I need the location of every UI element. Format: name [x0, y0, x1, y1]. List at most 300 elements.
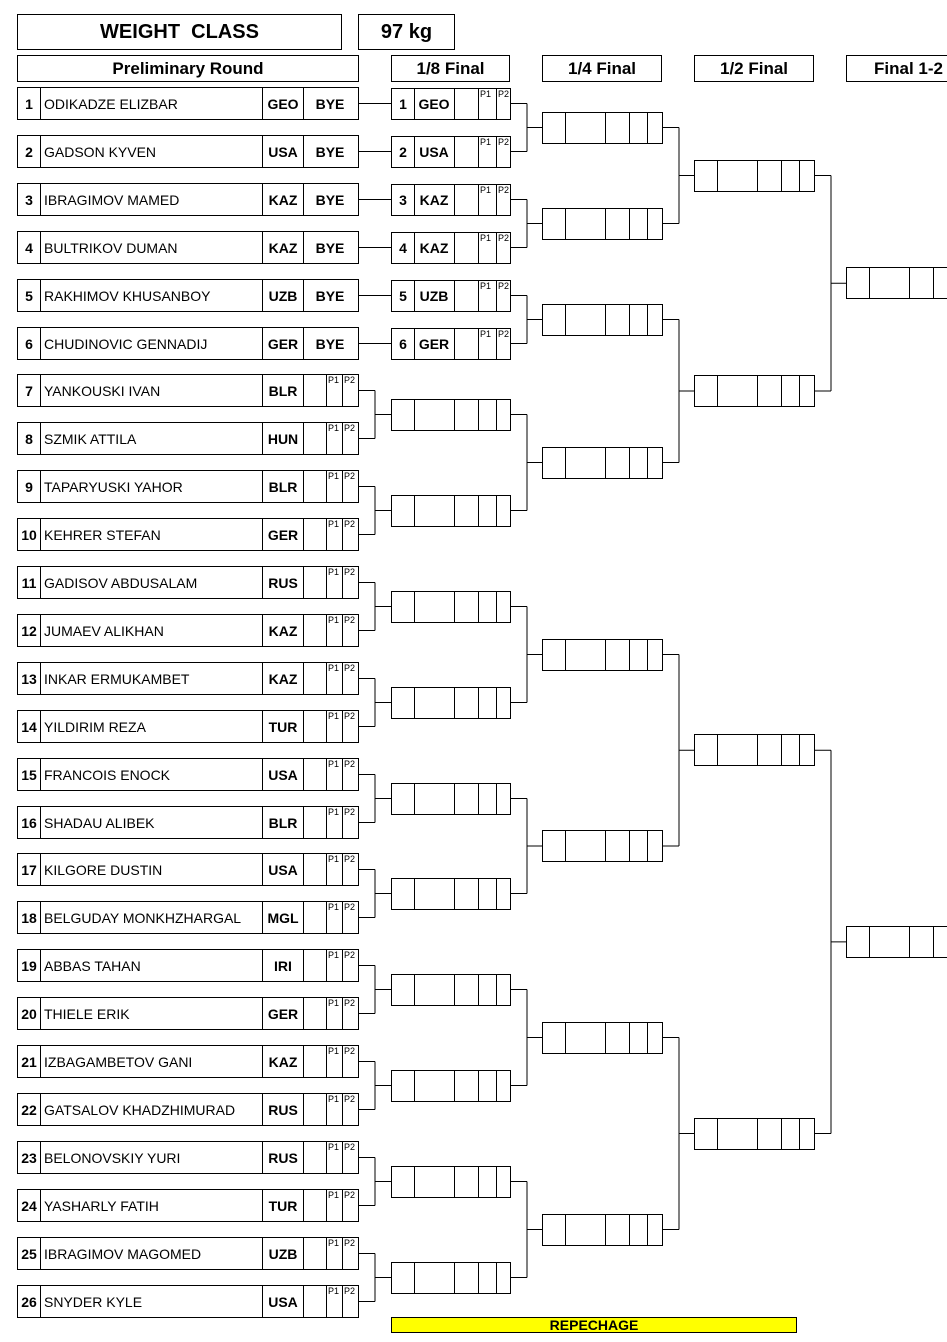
athlete-name: FRANCOIS ENOCK: [44, 766, 171, 783]
eighth-final-slot: [391, 974, 511, 1006]
p1-label: P1: [328, 807, 340, 817]
score-cell-p2[interactable]: [342, 950, 358, 981]
cell-divider: [414, 975, 415, 1005]
cell-divider: [565, 1023, 566, 1053]
p2-label: P2: [498, 329, 510, 339]
score-cell-p2[interactable]: [342, 615, 358, 646]
score-cell[interactable]: [304, 998, 327, 1029]
final-slot: [846, 267, 947, 299]
cell-divider: [496, 1071, 497, 1101]
p2-label: P2: [344, 519, 356, 529]
athlete-row: [17, 1189, 359, 1222]
athlete-row: [17, 614, 359, 647]
cell-divider: [781, 735, 782, 765]
cell-divider: [454, 137, 455, 167]
cell-divider: [478, 496, 479, 526]
score-cell[interactable]: [304, 807, 327, 838]
score-cell-p1[interactable]: [326, 1094, 343, 1125]
eighth-final-slot: [391, 88, 511, 120]
score-cell-p2[interactable]: [342, 1190, 358, 1221]
p2-label: P2: [344, 423, 356, 433]
eighth-final-slot: [391, 136, 511, 168]
cell-divider: [605, 209, 606, 239]
cell-divider: [717, 1119, 718, 1149]
cell-divider: [454, 1263, 455, 1293]
athlete-country: USA: [262, 759, 304, 790]
score-cell[interactable]: [304, 375, 327, 406]
score-cell-p2[interactable]: [342, 375, 358, 406]
cell-divider: [629, 448, 630, 478]
cell-divider: [496, 975, 497, 1005]
score-cell-p1[interactable]: [326, 471, 343, 502]
score-cell-p2[interactable]: [342, 1046, 358, 1077]
match-athlete-number: 2: [399, 144, 407, 160]
cell-divider: [496, 89, 497, 119]
score-cell-p2[interactable]: [342, 902, 358, 933]
eighth-final-slot: [391, 328, 511, 360]
cell-divider: [629, 209, 630, 239]
athlete-number: 25: [18, 1238, 41, 1269]
score-cell[interactable]: [304, 1286, 327, 1317]
score-cell-p1[interactable]: [326, 711, 343, 742]
athlete-row: [17, 662, 359, 695]
p1-label: P1: [328, 519, 340, 529]
cell-divider: [565, 1215, 566, 1245]
bye-label: BYE: [315, 335, 345, 352]
p1-label: P1: [328, 902, 340, 912]
quarter-final-slot: [542, 208, 663, 240]
eighth-final-slot: [391, 280, 511, 312]
eighth-final-slot: [391, 783, 511, 815]
athlete-number: 23: [18, 1142, 41, 1173]
round-header-semi: 1/2 Final: [694, 55, 814, 82]
athlete-row: [17, 231, 359, 264]
athlete-country: KAZ: [262, 663, 304, 694]
match-athlete-number: 4: [399, 240, 407, 256]
cell-divider: [478, 329, 479, 359]
score-cell[interactable]: [304, 1094, 327, 1125]
score-cell-p1[interactable]: [326, 759, 343, 790]
athlete-country: UZB: [262, 280, 304, 311]
athlete-number: 22: [18, 1094, 41, 1125]
score-cell[interactable]: [304, 950, 327, 981]
score-cell[interactable]: [304, 423, 327, 454]
cell-divider: [414, 784, 415, 814]
athlete-row: [17, 710, 359, 743]
cell-divider: [454, 281, 455, 311]
score-cell[interactable]: [304, 759, 327, 790]
cell-divider: [757, 735, 758, 765]
score-cell-p2[interactable]: [342, 711, 358, 742]
p2-label: P2: [344, 567, 356, 577]
score-cell-p1[interactable]: [326, 375, 343, 406]
cell-divider: [478, 400, 479, 430]
score-cell-p1[interactable]: [326, 854, 343, 885]
cell-divider: [478, 879, 479, 909]
cell-divider: [478, 185, 479, 215]
cell-divider: [454, 879, 455, 909]
cell-divider: [565, 305, 566, 335]
athlete-number: 13: [18, 663, 41, 694]
p1-label: P1: [328, 663, 340, 673]
athlete-row: [17, 901, 359, 934]
p2-label: P2: [344, 1094, 356, 1104]
athlete-name: ODIKADZE ELIZBAR: [44, 95, 178, 112]
cell-divider: [478, 89, 479, 119]
eighth-final-slot: [391, 184, 511, 216]
p2-label: P2: [344, 1190, 356, 1200]
bye-label: BYE: [315, 95, 345, 112]
athlete-number: 16: [18, 807, 41, 838]
match-athlete-number: 5: [399, 288, 407, 304]
quarter-final-slot: [542, 639, 663, 671]
cell-divider: [717, 376, 718, 406]
score-cell-p2[interactable]: [342, 663, 358, 694]
cell-divider: [414, 1071, 415, 1101]
p2-label: P2: [344, 711, 356, 721]
cell-divider: [414, 496, 415, 526]
athlete-country: USA: [262, 854, 304, 885]
cell-divider: [565, 640, 566, 670]
score-cell[interactable]: [304, 663, 327, 694]
athlete-number: 4: [18, 232, 41, 263]
score-cell-p2[interactable]: [342, 1286, 358, 1317]
athlete-name: IBRAGIMOV MAGOMED: [44, 1245, 202, 1262]
athlete-country: KAZ: [262, 232, 304, 263]
athlete-number: 21: [18, 1046, 41, 1077]
athlete-row: [17, 327, 359, 360]
cell-divider: [565, 448, 566, 478]
athlete-country: KAZ: [262, 184, 304, 215]
eighth-final-slot: [391, 878, 511, 910]
cell-divider: [647, 1215, 648, 1245]
cell-divider: [933, 927, 934, 957]
athlete-name: INKAR ERMUKAMBET: [44, 670, 190, 687]
athlete-name: KEHRER STEFAN: [44, 526, 161, 543]
p1-label: P1: [328, 759, 340, 769]
athlete-row: [17, 853, 359, 886]
athlete-number: 19: [18, 950, 41, 981]
athlete-country: BLR: [262, 807, 304, 838]
p1-label: P1: [328, 1046, 340, 1056]
athlete-number: 14: [18, 711, 41, 742]
athlete-name: SHADAU ALIBEK: [44, 814, 155, 831]
cell-divider: [454, 975, 455, 1005]
semi-final-slot: [694, 160, 815, 192]
cell-divider: [478, 1167, 479, 1197]
eighth-final-slot: [391, 232, 511, 264]
cell-divider: [909, 268, 910, 298]
athlete-country: BLR: [262, 471, 304, 502]
athlete-number: 9: [18, 471, 41, 502]
quarter-final-slot: [542, 304, 663, 336]
cell-divider: [717, 161, 718, 191]
score-cell-p2[interactable]: [342, 1238, 358, 1269]
cell-divider: [717, 735, 718, 765]
score-cell-p2[interactable]: [342, 1094, 358, 1125]
cell-divider: [496, 137, 497, 167]
cell-divider: [414, 400, 415, 430]
athlete-name: GADISOV ABDUSALAM: [44, 574, 198, 591]
athlete-name: THIELE ERIK: [44, 1005, 130, 1022]
score-cell[interactable]: [304, 1046, 327, 1077]
match-athlete-country: GER: [418, 336, 450, 352]
athlete-country: TUR: [262, 711, 304, 742]
score-cell-p1[interactable]: [326, 950, 343, 981]
athlete-row: [17, 1045, 359, 1078]
semi-final-slot: [694, 1118, 815, 1150]
cell-divider: [869, 927, 870, 957]
quarter-final-slot: [542, 830, 663, 862]
cell-divider: [478, 592, 479, 622]
cell-divider: [478, 688, 479, 718]
cell-divider: [496, 1263, 497, 1293]
cell-divider: [565, 209, 566, 239]
cell-divider: [454, 1071, 455, 1101]
score-cell[interactable]: [304, 567, 327, 598]
cell-divider: [781, 1119, 782, 1149]
p1-label: P1: [328, 375, 340, 385]
athlete-name: BELONOVSKIY YURI: [44, 1149, 181, 1166]
score-cell-p2[interactable]: [342, 807, 358, 838]
cell-divider: [605, 1023, 606, 1053]
athlete-country: USA: [262, 136, 304, 167]
quarter-final-slot: [542, 1022, 663, 1054]
score-cell-p1[interactable]: [326, 567, 343, 598]
athlete-number: 3: [18, 184, 41, 215]
p2-label: P2: [344, 375, 356, 385]
eighth-final-slot: [391, 1070, 511, 1102]
score-cell-p1[interactable]: [326, 519, 343, 550]
cell-divider: [454, 400, 455, 430]
cell-divider: [629, 305, 630, 335]
cell-divider: [647, 640, 648, 670]
score-cell[interactable]: [304, 615, 327, 646]
score-cell-p2[interactable]: [342, 854, 358, 885]
cell-divider: [629, 640, 630, 670]
p1-label: P1: [480, 89, 492, 99]
p2-label: P2: [344, 1142, 356, 1152]
cell-divider: [647, 448, 648, 478]
athlete-country: UZB: [262, 1238, 304, 1269]
cell-divider: [414, 879, 415, 909]
p1-label: P1: [328, 471, 340, 481]
quarter-final-slot: [542, 447, 663, 479]
semi-final-slot: [694, 375, 815, 407]
cell-divider: [454, 496, 455, 526]
bye-label: BYE: [315, 239, 345, 256]
round-header-preliminary: Preliminary Round: [17, 55, 359, 82]
athlete-country: MGL: [262, 902, 304, 933]
score-cell-p1[interactable]: [326, 615, 343, 646]
score-cell-p2[interactable]: [342, 519, 358, 550]
cell-divider: [454, 329, 455, 359]
p1-label: P1: [328, 854, 340, 864]
cell-divider: [629, 1215, 630, 1245]
cell-divider: [869, 268, 870, 298]
athlete-row: [17, 1141, 359, 1174]
athlete-name: KILGORE DUSTIN: [44, 861, 163, 878]
cell-divider: [757, 161, 758, 191]
p2-label: P2: [344, 998, 356, 1008]
bye-label: BYE: [315, 287, 345, 304]
score-cell-p1[interactable]: [326, 1046, 343, 1077]
score-cell[interactable]: [304, 519, 327, 550]
cell-divider: [496, 592, 497, 622]
cell-divider: [414, 1167, 415, 1197]
cell-divider: [647, 113, 648, 143]
score-cell-p2[interactable]: [342, 998, 358, 1029]
score-cell[interactable]: [304, 1190, 327, 1221]
cell-divider: [496, 879, 497, 909]
cell-divider: [647, 209, 648, 239]
score-cell[interactable]: [304, 711, 327, 742]
round-header-final: Final 1-2: [846, 55, 947, 82]
score-cell-p1[interactable]: [326, 807, 343, 838]
eighth-final-slot: [391, 399, 511, 431]
match-athlete-country: UZB: [419, 288, 449, 304]
p1-label: P1: [328, 1286, 340, 1296]
p1-label: P1: [480, 281, 492, 291]
score-cell-p1[interactable]: [326, 423, 343, 454]
match-athlete-country: GEO: [418, 96, 450, 112]
cell-divider: [414, 1263, 415, 1293]
cell-divider: [496, 185, 497, 215]
athlete-country: GER: [262, 519, 304, 550]
weight-class-label: WEIGHT CLASS: [17, 14, 342, 50]
cell-divider: [478, 281, 479, 311]
athlete-name: IZBAGAMBETOV GANI: [44, 1053, 193, 1070]
round-header-quarter: 1/4 Final: [542, 55, 662, 82]
cell-divider: [454, 688, 455, 718]
athlete-row: [17, 422, 359, 455]
score-cell-p1[interactable]: [326, 1190, 343, 1221]
p1-label: P1: [328, 711, 340, 721]
cell-divider: [454, 89, 455, 119]
cell-divider: [781, 161, 782, 191]
score-cell[interactable]: [304, 1238, 327, 1269]
cell-divider: [454, 784, 455, 814]
athlete-row: [17, 1237, 359, 1270]
cell-divider: [496, 329, 497, 359]
athlete-number: 1: [18, 88, 41, 119]
p1-label: P1: [328, 423, 340, 433]
cell-divider: [496, 496, 497, 526]
athlete-name: GADSON KYVEN: [44, 143, 157, 160]
athlete-number: 18: [18, 902, 41, 933]
score-cell[interactable]: [304, 854, 327, 885]
eighth-final-slot: [391, 1166, 511, 1198]
athlete-number: 26: [18, 1286, 41, 1317]
athlete-row: [17, 997, 359, 1030]
score-cell[interactable]: [304, 471, 327, 502]
cell-divider: [496, 784, 497, 814]
eighth-final-slot: [391, 1262, 511, 1294]
match-athlete-number: 6: [399, 336, 407, 352]
cell-divider: [478, 137, 479, 167]
eighth-final-slot: [391, 687, 511, 719]
score-cell-p1[interactable]: [326, 998, 343, 1029]
cell-divider: [629, 113, 630, 143]
athlete-country: GER: [262, 998, 304, 1029]
p2-label: P2: [498, 89, 510, 99]
bye-label: BYE: [315, 143, 345, 160]
p1-label: P1: [480, 185, 492, 195]
athlete-row: [17, 135, 359, 168]
score-cell-p2[interactable]: [342, 1142, 358, 1173]
cell-divider: [605, 305, 606, 335]
cell-divider: [647, 1023, 648, 1053]
round-header-eighth: 1/8 Final: [391, 55, 510, 82]
score-cell-p1[interactable]: [326, 1142, 343, 1173]
athlete-number: 7: [18, 375, 41, 406]
athlete-country: USA: [262, 1286, 304, 1317]
score-cell-p1[interactable]: [326, 1238, 343, 1269]
p1-label: P1: [328, 1238, 340, 1248]
athlete-country: KAZ: [262, 615, 304, 646]
athlete-row: [17, 566, 359, 599]
athlete-country: GEO: [262, 88, 304, 119]
quarter-final-slot: [542, 112, 663, 144]
cell-divider: [496, 233, 497, 263]
athlete-name: SZMIK ATTILA: [44, 430, 137, 447]
cell-divider: [799, 1119, 800, 1149]
match-athlete-number: 3: [399, 192, 407, 208]
p2-label: P2: [498, 137, 510, 147]
athlete-row: [17, 183, 359, 216]
eighth-final-slot: [391, 495, 511, 527]
athlete-country: GER: [262, 328, 304, 359]
cell-divider: [799, 376, 800, 406]
score-cell-p1[interactable]: [326, 902, 343, 933]
score-cell-p2[interactable]: [342, 471, 358, 502]
cell-divider: [478, 784, 479, 814]
score-cell-p2[interactable]: [342, 759, 358, 790]
athlete-name: CHUDINOVIC GENNADIJ: [44, 335, 208, 352]
p2-label: P2: [344, 1238, 356, 1248]
score-cell[interactable]: [304, 902, 327, 933]
athlete-row: [17, 1285, 359, 1318]
athlete-number: 10: [18, 519, 41, 550]
p1-label: P1: [328, 567, 340, 577]
cell-divider: [781, 376, 782, 406]
cell-divider: [454, 592, 455, 622]
athlete-number: 12: [18, 615, 41, 646]
p1-label: P1: [328, 1190, 340, 1200]
cell-divider: [605, 1215, 606, 1245]
score-cell-p1[interactable]: [326, 1286, 343, 1317]
score-cell-p2[interactable]: [342, 567, 358, 598]
score-cell-p2[interactable]: [342, 423, 358, 454]
athlete-name: BELGUDAY MONKHZHARGAL: [44, 909, 242, 926]
athlete-row: [17, 279, 359, 312]
p2-label: P2: [344, 1046, 356, 1056]
match-athlete-country: KAZ: [419, 192, 449, 208]
score-cell[interactable]: [304, 1142, 327, 1173]
athlete-number: 6: [18, 328, 41, 359]
athlete-number: 24: [18, 1190, 41, 1221]
match-athlete-country: KAZ: [419, 240, 449, 256]
cell-divider: [565, 113, 566, 143]
score-cell-p1[interactable]: [326, 663, 343, 694]
cell-divider: [605, 113, 606, 143]
p2-label: P2: [344, 902, 356, 912]
athlete-name: SNYDER KYLE: [44, 1293, 143, 1310]
athlete-name: ABBAS TAHAN: [44, 957, 141, 974]
cell-divider: [647, 305, 648, 335]
p2-label: P2: [344, 471, 356, 481]
athlete-country: RUS: [262, 1094, 304, 1125]
